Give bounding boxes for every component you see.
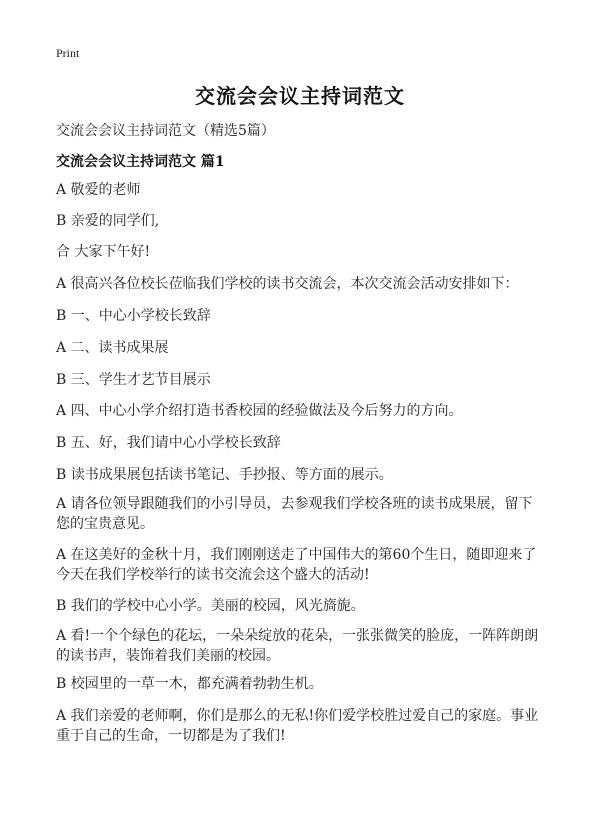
page-title: 交流会会议主持词范文 xyxy=(195,84,405,108)
paragraph: B 一、中心小学校长致辞 xyxy=(56,308,211,324)
paragraph: B 五、好，我们请中心小学校长致辞 xyxy=(56,435,281,451)
paragraph: A 我们亲爱的老师啊，你们是那么的无私!你们爱学校胜过爱自己的家庭。事业重于自己的生命，一切都是为了我们! xyxy=(56,708,539,744)
paragraph: A 看!一个个绿色的花坛，一朵朵绽放的花朵，一张张微笑的脸庞，一阵阵朗朗的读书声，装饰着我们美丽的校园。 xyxy=(56,628,539,664)
paragraph: 合 大家下午好! xyxy=(56,244,151,260)
print-link[interactable]: Print xyxy=(56,46,80,60)
paragraph: A 在这美好的金秋十月，我们刚刚送走了中国伟大的第60个生日，随即迎来了今天在我们学校举行的读书交流会这个盛大的活动! xyxy=(56,547,537,583)
section-heading: 交流会会议主持词范文 篇1 xyxy=(56,154,225,170)
paragraph: A 请各位领导跟随我们的小引导员，去参观我们学校各班的读书成果展，留下您的宝贵意见。 xyxy=(56,496,533,532)
document-subtitle: 交流会会议主持词范文（精选5篇） xyxy=(56,123,275,139)
paragraph: B 我们的学校中心小学。美丽的校园，风光旖旎。 xyxy=(56,598,365,614)
paragraph: A 敬爱的老师 xyxy=(56,182,141,198)
paragraph: B 三、学生才艺节目展示 xyxy=(56,372,211,388)
paragraph: B 亲爱的同学们, xyxy=(56,213,160,229)
paragraph: A 很高兴各位校长莅临我们学校的读书交流会，本次交流会活动安排如下： xyxy=(56,276,519,292)
paragraph: A 二、读书成果展 xyxy=(56,340,169,356)
paragraph: B 读书成果展包括读书笔记、手抄报、等方面的展示。 xyxy=(56,467,393,483)
paragraph: B 校园里的一草一木，都充满着勃勃生机。 xyxy=(56,676,323,692)
paragraph: A 四、中心小学介绍打造书香校园的经验做法及今后努力的方向。 xyxy=(56,403,463,419)
